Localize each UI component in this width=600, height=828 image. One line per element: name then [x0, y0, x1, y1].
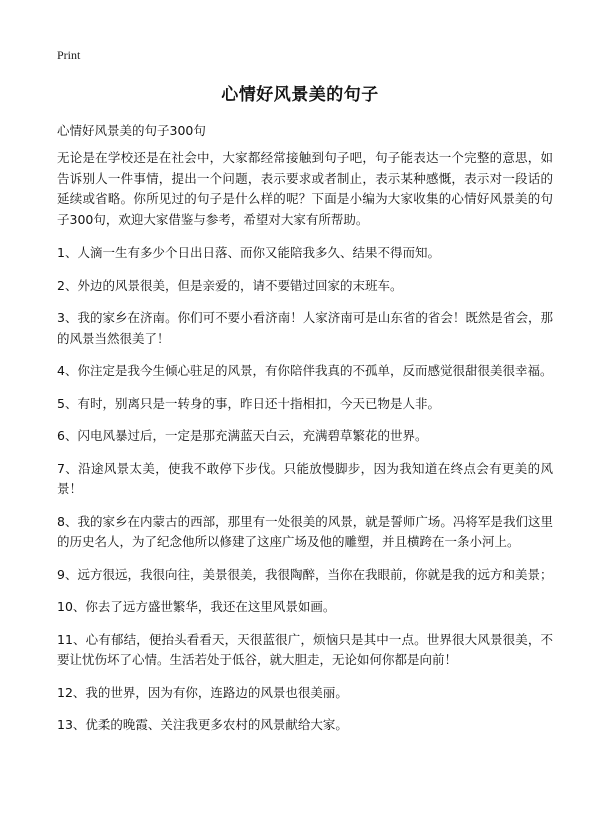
sentence-item: 11、心有郁结，便抬头看看天，天很蓝很广，烦恼只是其中一点。世界很大风景很美，不要让忧伤坏了心情。生活若处于低谷，就大胆走，无论如何你都是向前！: [57, 631, 553, 667]
sentence-item: 5、有时，别离只是一转身的事，昨日还十指相扣，今天已物是人非。: [57, 395, 440, 411]
sentence-item: 7、沿途风景太美，使我不敢停下步伐。只能放慢脚步，因为我知道在终点会有更美的风景！: [57, 460, 553, 496]
sentence-item: 4、你注定是我今生倾心驻足的风景，有你陪伴我真的不孤单，反而感觉很甜很美很幸福。: [57, 363, 553, 378]
sentence-item: 8、我的家乡在内蒙古的西部，那里有一处很美的风景，就是誓师广场。冯将军是我们这里的历史名人，为了纪念他所以修建了这座广场及他的雕塑，并且横跨在一条小河上。: [57, 513, 553, 549]
intro-paragraph: 无论是在学校还是在社会中，大家都经常接触到句子吧，句子能表达一个完整的意思，如告诉别人一件事情，提出一个问题，表示要求或者制止，表示某种感慨，表示对一段话的延续或省略。你所见过的句子是什么样的呢？下面是小编为大家收集的心情好风景美的句子300句，欢迎大家借鉴与参考，希望对大家有所帮助。: [57, 150, 553, 227]
sentence-item: 9、远方很远，我很向往，美景很美，我很陶醉，当你在我眼前，你就是我的远方和美景；: [57, 566, 553, 582]
sentence-item: 6、闪电风暴过后，一定是那充满蓝天白云，充满碧草繁花的世界。: [57, 428, 428, 443]
page-title: 心情好风景美的句子: [221, 85, 379, 105]
sentence-item: 12、我的世界，因为有你，连路边的风景也很美丽。: [57, 684, 348, 700]
sentence-item: 3、我的家乡在济南。你们可不要小看济南！人家济南可是山东省的省会！既然是省会，那的风景当然很美了！: [57, 310, 553, 346]
sentence-item: 1、人滴一生有多少个日出日落、而你又能陪我多久、结果不得而知。: [57, 245, 440, 260]
sentence-item: 10、你去了远方盛世繁华，我还在这里风景如画。: [57, 599, 336, 614]
article-subtitle: 心情好风景美的句子300句: [57, 123, 206, 138]
sentence-item: 13、优柔的晚霞、关注我更多农村的风景献给大家。: [57, 717, 348, 732]
sentence-item: 2、外边的风景很美，但是亲爱的，请不要错过回家的末班车。: [57, 277, 403, 293]
article-body: [57, 148, 553, 748]
print-link[interactable]: Print: [57, 48, 81, 62]
